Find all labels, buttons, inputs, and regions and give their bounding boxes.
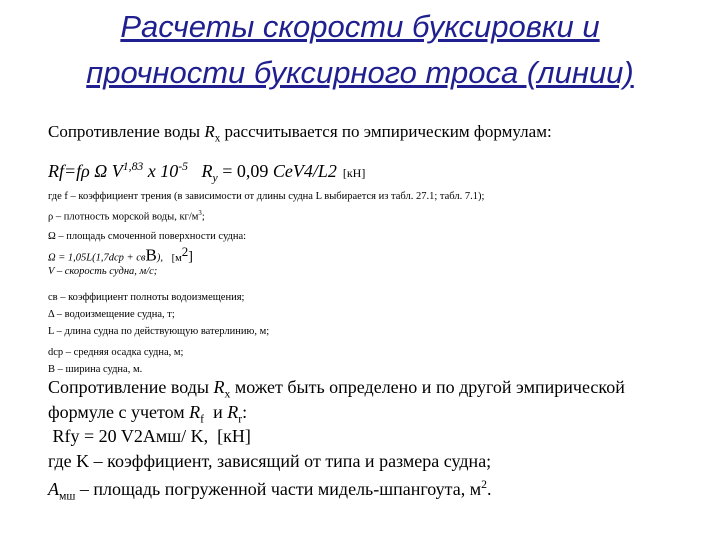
c5-sup: 2: [481, 478, 487, 491]
formula-lhs: Rf=fρ Ω V: [48, 161, 123, 181]
omega-formula-text: Ω = 1,05L(1,7dср + cв: [48, 252, 146, 264]
intro-r-sub: x: [214, 132, 221, 145]
formula-exp2: -5: [178, 160, 188, 173]
conclusion-line-4: где K – коэффициент, зависящий от типа и размера судна;: [48, 451, 492, 471]
omega-close: ),: [156, 252, 163, 264]
intro-text-b: рассчитывается по эмпирическим формулам:: [220, 122, 552, 141]
c5-a: A: [48, 479, 59, 499]
c1-a: Сопротивление воды: [48, 377, 214, 397]
c5-sub: мш: [59, 489, 76, 503]
slide-title: [0, 4, 720, 96]
formula-r-sub: y: [212, 171, 218, 185]
c2-and: и: [204, 402, 228, 422]
c2-f: f: [200, 412, 205, 426]
title-line-1: Расчеты скорости буксировки и: [120, 9, 600, 44]
intro-text-a: Сопротивление воды: [48, 122, 205, 141]
def-omega: Ω – площадь смоченной поверхности судна:: [48, 231, 247, 242]
conclusion-line-3: [48, 425, 251, 447]
c1-sub: x: [224, 387, 231, 401]
def-rho-tail: ;: [201, 211, 205, 223]
formula-exp1: 1,83: [122, 160, 144, 173]
c2-rr: R: [227, 402, 239, 422]
title-line-2: прочности буксирного троса (линии): [86, 55, 634, 90]
def-delta: Δ – водоизмещение судна, т;: [48, 309, 175, 320]
c1-b: может быть определено и по другой эмпирической: [230, 377, 625, 397]
def-rho-sup: 3: [198, 210, 202, 217]
formula-rhs2: CeV4/L2: [272, 161, 337, 181]
intro-r: R: [204, 122, 215, 141]
omega-b: B: [145, 245, 157, 265]
def-f: где f – коэффициент трения (в зависимости от длины судна L выбирается из табл. 27.1; табл. 7.1);: [48, 191, 485, 202]
def-dcp: dср – средняя осадка судна, м;: [48, 347, 184, 358]
def-b: B – ширина судна, м.: [48, 364, 143, 375]
intro-text: [48, 122, 552, 144]
c5-end: .: [486, 479, 492, 499]
formula-unit: [кН]: [342, 166, 366, 180]
def-cb: cв – коэффициент полноты водоизмещения;: [48, 292, 245, 303]
c2-r: r: [238, 412, 243, 426]
formula-r: R: [188, 161, 213, 181]
c5-b: – площадь погруженной части мидель-шпангоута, м: [75, 479, 482, 499]
c3-formula: Rfy = 20 V2Aмш/ K,: [48, 426, 209, 446]
def-v: V – скорость судна, м/с;: [48, 266, 158, 277]
c3-unit: [кН]: [208, 426, 251, 446]
omega-unit: [м: [171, 252, 182, 264]
c2-a: формуле с учетом: [48, 402, 190, 422]
omega-sup: 2: [181, 244, 189, 259]
omega-end: ]: [188, 249, 193, 265]
def-omega-formula: [48, 244, 193, 266]
c2-rf: R: [189, 402, 201, 422]
def-rho: [48, 210, 205, 223]
formula-mid: x 10: [143, 161, 179, 181]
def-rho-text: ρ – плотность морской воды, кг/м: [48, 211, 199, 223]
main-formula: [48, 160, 365, 185]
conclusion-line-5: [48, 474, 491, 508]
formula-rhs: = 0,09: [217, 161, 273, 181]
c2-end: :: [242, 402, 248, 422]
def-l: L – длина судна по действующую ватерлинию, м;: [48, 326, 270, 337]
c1-r: R: [213, 377, 225, 397]
